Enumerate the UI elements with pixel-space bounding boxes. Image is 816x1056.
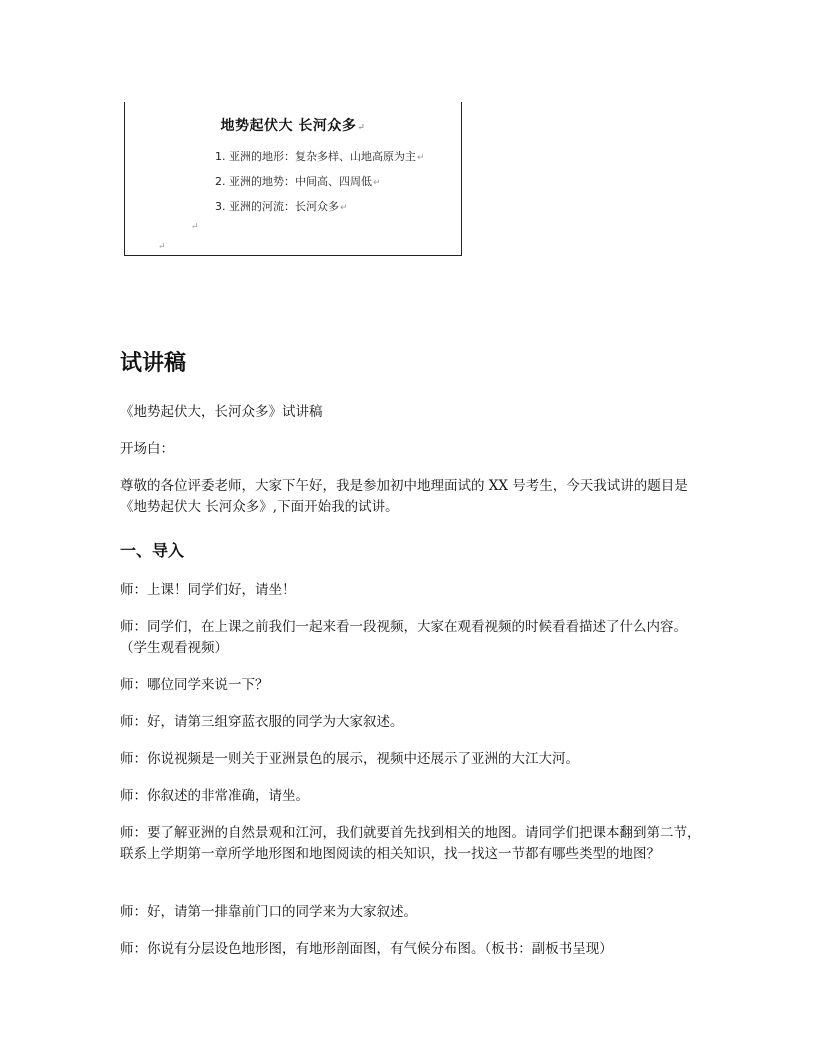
dialogue-paragraph: 师：哪位同学来说一下？: [120, 677, 269, 693]
paragraph-mark-icon: ↵: [340, 203, 348, 213]
opening-label: 开场白：: [120, 441, 174, 457]
opening-text: 尊敬的各位评委老师，大家下午好，我是参加初中地理面试的 XX 号考生，今天我试讲的题目是《地势起伏大 长河众多》,下面开始我的试讲。: [120, 478, 688, 515]
dialogue-paragraph: 师：上课！同学们好，请坐！: [120, 582, 296, 598]
board-title: 地势起伏大 长河众多↵: [220, 118, 366, 134]
board-item-1: 1. 亚洲的地形：复杂多样、山地高原为主↵: [215, 150, 425, 163]
paragraph-mark-icon: ↵: [158, 242, 166, 252]
page-heading: 试讲稿: [120, 351, 187, 376]
paragraph-mark-icon: ↵: [373, 178, 381, 188]
dialogue-paragraph: 师：要了解亚洲的自然景观和江河，我们就要首先找到相关的地图。请同学们把课本翻到第二节，联系上学期第一章所学地形图和地图阅读的相关知识，找一找这一节都有哪些类型的地图？: [120, 825, 701, 862]
dialogue-paragraph: 师：你说有分层设色地形图，有地形剖面图，有气候分布图。（板书：副板书呈现）: [120, 941, 613, 957]
dialogue-paragraph: 师：好，请第一排靠前门口的同学来为大家叙述。: [120, 904, 417, 920]
dialogue-paragraph: 师：你说视频是一则关于亚洲景色的展示，视频中还展示了亚洲的大江大河。: [120, 751, 579, 767]
paragraph-mark-icon: ↵: [357, 123, 366, 133]
dialogue-paragraph: 师：同学们，在上课之前我们一起来看一段视频，大家在观看视频的时候看看描述了什么内容。（学生观看视频）: [120, 619, 687, 656]
document-title: 《地势起伏大，长河众多》试讲稿: [120, 404, 323, 420]
dialogue-paragraph: 师：你叙述的非常准确，请坐。: [120, 788, 309, 804]
board-item-2: 2. 亚洲的地势：中间高、四周低↵: [215, 175, 381, 188]
section-heading-intro: 一、导入: [120, 541, 185, 560]
board-item-3: 3. 亚洲的河流：长河众多↵: [215, 200, 348, 213]
blackboard-design: [124, 102, 462, 256]
dialogue-paragraph: 师：好，请第三组穿蓝衣服的同学为大家叙述。: [120, 714, 404, 730]
paragraph-mark-icon: ↵: [417, 153, 425, 163]
paragraph-mark-icon: ↵: [191, 222, 199, 232]
